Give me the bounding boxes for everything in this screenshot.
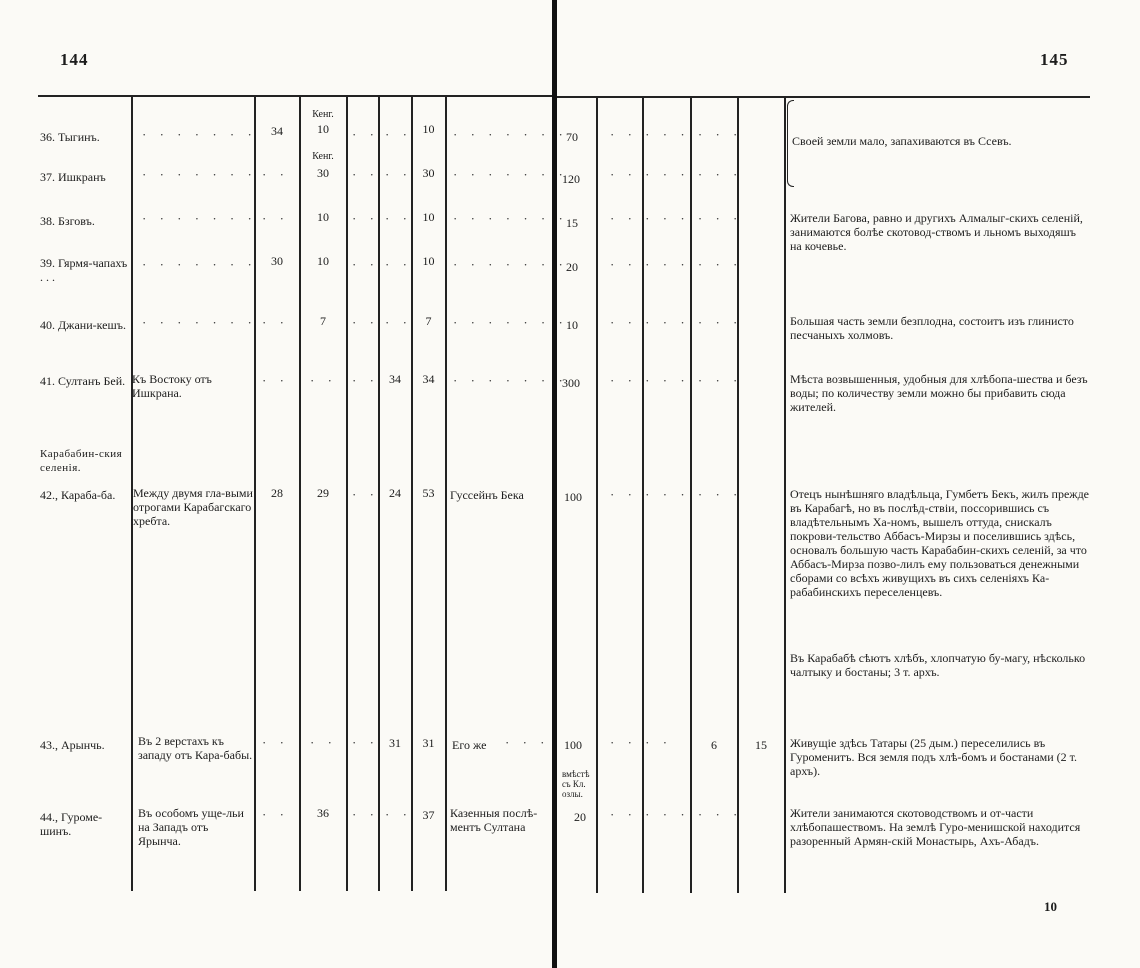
- cell-value: 100: [564, 738, 582, 752]
- remark-text: Жители занимаются скотоводствомъ и от-части хлѣбопашествомъ. На землѣ Гуро-менишской находится разоренный Армян-скій Монастырь, Ахъ-Абадъ.: [790, 806, 1081, 848]
- leader-dots: · ·: [262, 211, 289, 226]
- right-top-rule: [557, 96, 1090, 98]
- leader-dots: · · · · · · · ·: [610, 127, 743, 142]
- leader-dots: · · · · · · ·: [453, 315, 568, 330]
- leader-dots: · ·: [352, 257, 379, 272]
- leader-dots: · ·: [352, 315, 379, 330]
- village-name: 40. Джани-кешъ.: [40, 318, 126, 332]
- location-text: Къ Востоку отъ Ишкрана.: [132, 372, 212, 400]
- leader-dots: · ·: [262, 735, 289, 750]
- remark-text: Мѣста возвышенныя, удобныя для хлѣбопа-шества и безъ воды; по количеству земли можно бы прибавить сюда жителей.: [790, 372, 1088, 414]
- column-rule: [346, 96, 348, 891]
- leader-dots: · · · · · · ·: [453, 127, 568, 142]
- cell-value: 30: [317, 166, 329, 180]
- cell-value: 6: [711, 738, 717, 752]
- cell-value: 36: [317, 806, 329, 820]
- remark-text: Въ Карабабѣ сѣютъ хлѣбъ, хлопчатую бу-магу, нѣсколько чалтыку и бостаны; 3 т. архъ.: [790, 651, 1086, 679]
- village-name: 38. Бзговъ.: [40, 214, 95, 228]
- right-page-number: 145: [1040, 50, 1069, 69]
- cell-value: 15: [566, 216, 578, 230]
- cell-value: 100: [564, 490, 582, 504]
- leader-dots: · · · · · · · ·: [610, 167, 743, 182]
- cell-value: 300: [562, 376, 580, 390]
- cell-value: 20: [566, 260, 578, 274]
- cell-value: 10: [317, 122, 329, 136]
- remark-text: Своей земли мало, запахиваются въ Ссевъ.: [792, 134, 1012, 148]
- cell-value: 10: [422, 254, 435, 268]
- leader-dots: · ·: [262, 167, 289, 182]
- cell-note: вмѣстѣ съ Кл. озлы.: [562, 769, 590, 799]
- location-text: Въ 2 верстахъ къ западу отъ Кара-бабы.: [138, 734, 253, 762]
- cell-value: 28: [271, 486, 283, 500]
- leader-dots: · ·: [385, 315, 412, 330]
- leader-dots: · ·: [262, 807, 289, 822]
- leader-dots: · · · · · · ·: [453, 167, 568, 182]
- location-text: Между двумя гла-выми отрогами Карабагскаго хребта.: [133, 486, 253, 528]
- remark-text: Живущіе здѣсь Татары (25 дым.) переселились въ Гуроменитъ. Вся земля подъ хлѣ-бомъ и бостанами (2 т. архъ).: [790, 736, 1078, 778]
- cell-value: 37: [422, 808, 435, 822]
- leader-dots: · ·: [352, 807, 379, 822]
- cell-value: 30: [271, 254, 283, 268]
- cell-value: 31: [389, 736, 401, 750]
- village-name: 41. Султанъ Бей.: [40, 374, 126, 388]
- cell-value: 34: [389, 372, 401, 386]
- cell-value: 10: [317, 254, 329, 268]
- leader-dots: · ·: [385, 211, 412, 226]
- cell-value: 34: [422, 372, 435, 386]
- cell-value: 20: [574, 810, 586, 824]
- leader-dots: · · · · · · ·: [453, 211, 568, 226]
- leader-dots: · ·: [385, 167, 412, 182]
- leader-dots: · · · ·: [610, 735, 673, 750]
- leader-dots: · ·: [385, 257, 412, 272]
- leader-dots: · ·: [352, 487, 379, 502]
- cell-value: 53: [422, 486, 435, 500]
- cell-value: 7: [425, 314, 432, 328]
- location-text: Въ особомъ уще-льи на Западъ отъ Ярынча.: [138, 806, 244, 848]
- leader-dots: · · · · · · ·: [142, 211, 257, 226]
- leader-dots: · · · · · · ·: [142, 315, 257, 330]
- cell-value: 70: [566, 130, 578, 144]
- cell-value: 10: [422, 122, 435, 136]
- leader-dots: · ·: [352, 211, 379, 226]
- column-rule: [784, 98, 786, 893]
- cell-value: 24: [389, 486, 401, 500]
- section-heading: Карабабин-ския селенія.: [40, 448, 123, 474]
- cell-note: Кенг.: [312, 109, 334, 120]
- leader-dots: · ·: [352, 373, 379, 388]
- leader-dots: · · ·: [505, 735, 550, 750]
- leader-dots: · · · · · · · ·: [610, 807, 743, 822]
- village-name: 36. Тыгинъ.: [40, 130, 100, 144]
- cell-value: 31: [422, 736, 435, 750]
- leader-dots: · ·: [262, 315, 289, 330]
- cell-value: 7: [320, 314, 326, 328]
- owner-text: Гуссейнъ Бека: [450, 488, 524, 502]
- leader-dots: · ·: [385, 807, 412, 822]
- remark-text: Большая часть земли безплодна, состоитъ изъ глинисто песчаныхъ холмовъ.: [790, 314, 1074, 342]
- village-name: 42., Караба-ба.: [40, 488, 116, 502]
- cell-value: 34: [271, 124, 283, 138]
- leader-dots: · ·: [310, 373, 337, 388]
- village-name: 37. Ишкранъ: [40, 170, 106, 184]
- village-name: 44., Гуроме-шинъ.: [40, 810, 103, 838]
- leader-dots: · ·: [385, 127, 412, 142]
- village-name: 39. Гярмя-чапахъ . . .: [40, 256, 128, 284]
- leader-dots: · · · · · · ·: [142, 167, 257, 182]
- cell-value: 120: [562, 172, 580, 186]
- cell-value: 30: [422, 166, 435, 180]
- leader-dots: · ·: [310, 735, 337, 750]
- leader-dots: · · · · · · ·: [142, 127, 257, 142]
- remark-text: Отецъ нынѣшняго владѣльца, Гумбетъ Бекъ, жилъ прежде въ Карабагѣ, но въ послѣд-ствіи, поссорившись съ владѣтельнымъ Ха-номъ, вышелъ оттуда, снискалъ покрови-тельство Аббасъ-Мирзы и поселившись здѣсь, основалъ большую часть Карабабин-скихъ селеній, за что Аббасъ-Мирза позво-лилъ ему пользоваться денежными сборами со всѣхъ живущихъ въ сихъ селеніяхъ Ка-рабабинскихъ переселенцевъ.: [790, 487, 1090, 599]
- leader-dots: · · · · · · · ·: [610, 315, 743, 330]
- leader-dots: · ·: [352, 735, 379, 750]
- leader-dots: · · · · · · · ·: [610, 257, 743, 272]
- signature-mark: 10: [1044, 899, 1057, 914]
- cell-value: 10: [422, 210, 435, 224]
- cell-value: 10: [317, 210, 329, 224]
- left-page-number: 144: [60, 50, 89, 69]
- leader-dots: · · · · · · ·: [142, 257, 257, 272]
- leader-dots: · · · · · · · ·: [610, 487, 743, 502]
- leader-dots: · ·: [352, 167, 379, 182]
- column-rule: [445, 96, 447, 891]
- owner-text: Его же: [452, 738, 487, 752]
- cell-note: Кенг.: [312, 151, 334, 162]
- leader-dots: · · · · · · · ·: [610, 211, 743, 226]
- cell-value: 29: [317, 486, 329, 500]
- cell-value: 10: [566, 318, 578, 332]
- leader-dots: · · · · · · ·: [453, 257, 568, 272]
- leader-dots: · ·: [262, 373, 289, 388]
- leader-dots: · · · · · · ·: [453, 373, 568, 388]
- village-name: 43., Арынчь.: [40, 738, 105, 752]
- remark-text: Жители Багова, равно и другихъ Алмалыг-скихъ селеній, занимаются болѣе скотовод-ствомъ и льномъ выходяшъ на кочевье.: [790, 211, 1083, 253]
- cell-value: 15: [755, 738, 767, 752]
- owner-text: Казенныя послѣ-ментъ Султана: [450, 806, 538, 834]
- left-top-rule: [38, 95, 553, 97]
- leader-dots: · ·: [352, 127, 379, 142]
- leader-dots: · · · · · · · ·: [610, 373, 743, 388]
